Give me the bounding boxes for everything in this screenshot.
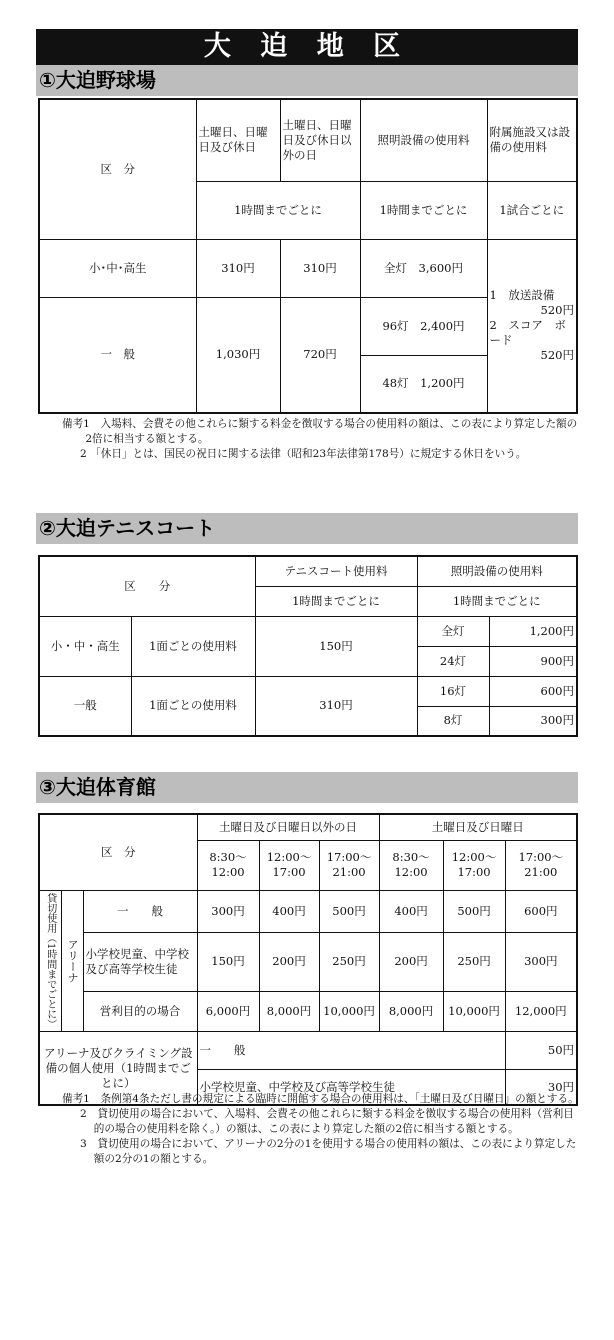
time-slot: 12:00〜 17:00: [259, 840, 319, 890]
weekend-header: 土曜日及び日曜日: [379, 814, 577, 840]
time-slot: 8:30〜 12:00: [197, 840, 259, 890]
personal-price: 50円: [505, 1031, 577, 1069]
unit-game: 1試合ごとに: [487, 181, 577, 239]
row-label: 営利目的の場合: [83, 991, 197, 1031]
row-unit: 1面ごとの使用料: [131, 616, 255, 676]
time-slot: 17:00〜 21:00: [319, 840, 379, 890]
price-cell: 200円: [379, 932, 443, 991]
row-label: 一 般: [83, 890, 197, 932]
time-slot: 17:00〜 21:00: [505, 840, 577, 890]
time-slot: 8:30〜 12:00: [379, 840, 443, 890]
facility-cell: 1 放送設備 520円 2 スコア ボード 520円: [487, 239, 577, 413]
price-cell: 310円: [280, 239, 360, 297]
row-unit: 1面ごとの使用料: [131, 676, 255, 736]
price-cell: 500円: [319, 890, 379, 932]
price-cell: 400円: [259, 890, 319, 932]
baseball-fee-table: [38, 98, 578, 414]
weekday-header: 土曜日、日曜日及び休日以外の日: [280, 99, 360, 181]
weekend-header: 土曜日、日曜日及び休日: [196, 99, 280, 181]
row-label: 小･中･高生: [39, 239, 196, 297]
weekday-header: 土曜日及び日曜日以外の日: [197, 814, 379, 840]
arena-side-label: アリーナ: [61, 890, 83, 1031]
price-cell: 400円: [379, 890, 443, 932]
price-cell: 10,000円: [319, 991, 379, 1031]
personal-use-label: アリーナ及びクライミング設備の個人使用（1時間までごとに）: [39, 1031, 197, 1105]
kubun-header: 区 分: [39, 814, 197, 890]
light-price: 300円: [489, 706, 577, 736]
price-cell: 250円: [319, 932, 379, 991]
price-cell: 250円: [443, 932, 505, 991]
light-cell: 48灯 1,200円: [360, 355, 487, 413]
price-cell: 150円: [197, 932, 259, 991]
price-cell: 1,030円: [196, 297, 280, 413]
light-name: 8灯: [417, 706, 489, 736]
price-cell: 8,000円: [379, 991, 443, 1031]
page-title: 大 迫 地 区: [36, 29, 578, 65]
time-slot: 12:00〜 17:00: [443, 840, 505, 890]
unit-light: 1時間までごとに: [417, 586, 577, 616]
unit-light: 1時間までごとに: [360, 181, 487, 239]
price-cell: 300円: [505, 932, 577, 991]
kubun-header: 区 分: [39, 99, 196, 239]
gym-heading: ③大迫体育館: [36, 772, 578, 803]
light-price: 600円: [489, 676, 577, 706]
row-label: 小・中・高生: [39, 616, 131, 676]
price-cell: 720円: [280, 297, 360, 413]
row-label: 一般: [39, 676, 131, 736]
light-name: 24灯: [417, 646, 489, 676]
baseball-notes: 備考1 入場料、会費その他これらに類する料金を徴収する場合の使用料の額は、この表により算定した額の2倍に相当する額とする。 2 「休日」とは、国民の祝日に関する法律（昭和23年法律第178号）に規定する休日をいう。: [62, 418, 578, 460]
tennis-heading: ②大迫テニスコート: [36, 513, 578, 544]
light-name: 全灯: [417, 616, 489, 646]
unit-court: 1時間までごとに: [255, 586, 417, 616]
light-price: 900円: [489, 646, 577, 676]
court-header: テニスコート使用料: [255, 556, 417, 586]
row-label: 一 般: [39, 297, 196, 413]
light-name: 16灯: [417, 676, 489, 706]
price-cell: 12,000円: [505, 991, 577, 1031]
light-price: 1,200円: [489, 616, 577, 646]
baseball-heading: ①大迫野球場: [36, 65, 578, 96]
tennis-fee-table: [38, 555, 578, 737]
unit-hour: 1時間までごとに: [196, 181, 360, 239]
price-cell: 500円: [443, 890, 505, 932]
gym-notes: 備考1 条例第4条ただし書の規定による臨時に開館する場合の使用料は、「土曜日及び日曜日」の額とする。 2 貸切使用の場合において、入場料、会費その他これらに類する料金を徴収する場合の使用料（営利目的の場合の使用料を除く。）の額は、この表により算定した額の2倍に相当する額とする。 3 貸切使用の場合において、アリーナの2分の1を使用する場合の使用料の額は、この表により算定した額の2分の1の額とする。: [62, 1093, 579, 1165]
price-cell: 200円: [259, 932, 319, 991]
gym-fee-table: [38, 813, 578, 1106]
personal-row-label: 小学校児童、中学校及び高等学校生徒: [197, 1069, 505, 1105]
price-cell: 600円: [505, 890, 577, 932]
personal-row-label: 一 般: [197, 1031, 505, 1069]
price-cell: 8,000円: [259, 991, 319, 1031]
price-cell: 300円: [197, 890, 259, 932]
kubun-header: 区 分: [39, 556, 255, 616]
row-label: 小学校児童、中学校及び高等学校生徒: [83, 932, 197, 991]
price-cell: 150円: [255, 616, 417, 676]
price-cell: 310円: [255, 676, 417, 736]
facility-header: 附属施設又は設備の使用料: [487, 99, 577, 181]
price-cell: 6,000円: [197, 991, 259, 1031]
light-cell: 96灯 2,400円: [360, 297, 487, 355]
personal-price: 30円: [505, 1069, 577, 1105]
light-header: 照明設備の使用料: [417, 556, 577, 586]
price-cell: 10,000円: [443, 991, 505, 1031]
price-cell: 310円: [196, 239, 280, 297]
light-header: 照明設備の使用料: [360, 99, 487, 181]
light-cell: 全灯 3,600円: [360, 239, 487, 297]
rental-side-label: 貸切使用（1時間までごとに）: [39, 890, 61, 1031]
